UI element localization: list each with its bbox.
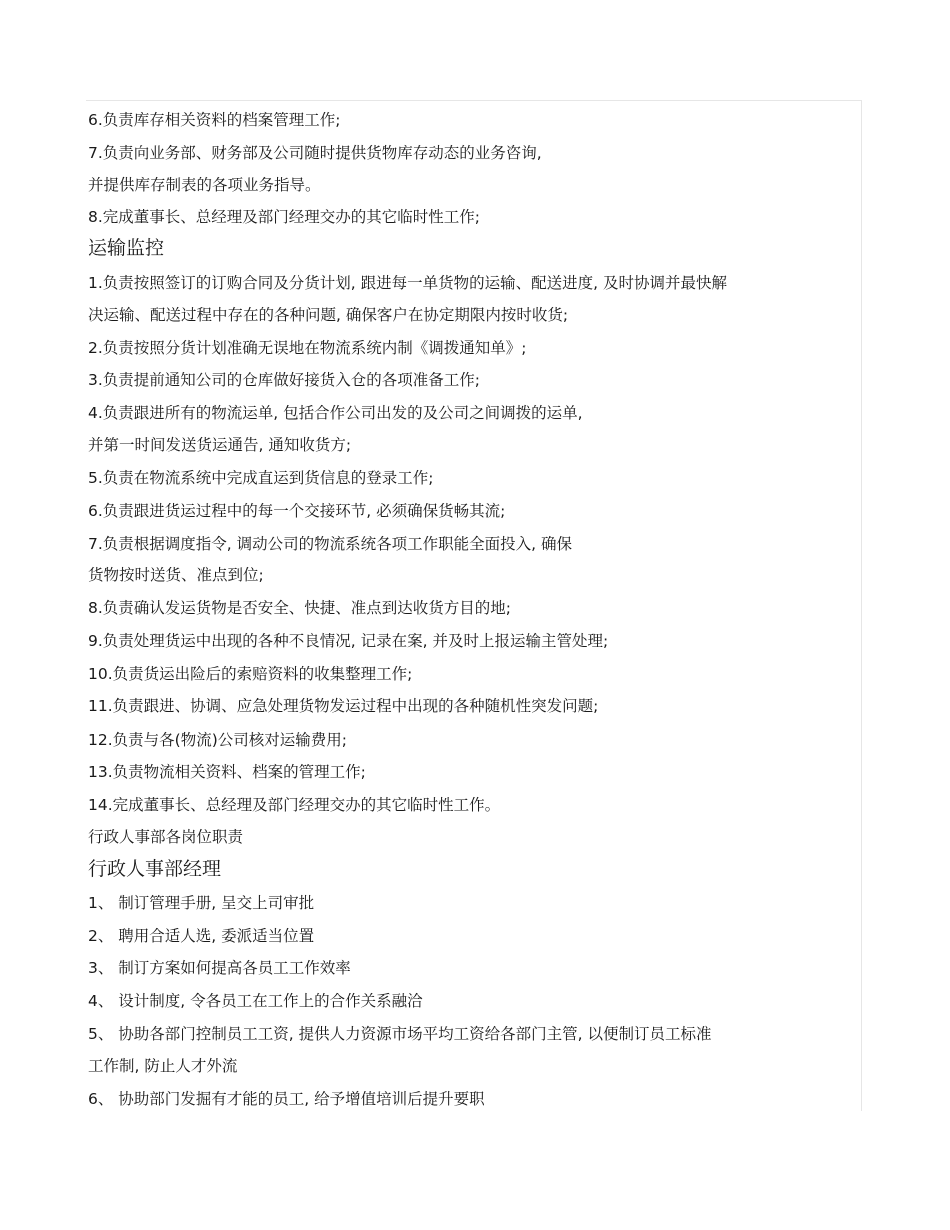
text-line: 并提供库存制表的各项业务指导。 [88, 176, 321, 194]
section-heading: 行政人事部经理 [88, 858, 222, 880]
list-item: 4、 设计制度, 令各员工在工作上的合作关系融洽 [88, 992, 423, 1010]
text-line: 5.负责在物流系统中完成直运到货信息的登录工作; [88, 469, 434, 487]
text-line: 8.负责确认发运货物是否安全、快捷、准点到达收货方目的地; [88, 599, 512, 617]
text-line: 13.负责物流相关资料、档案的管理工作; [88, 763, 366, 781]
list-item: 5、 协助各部门控制员工工资, 提供人力资源市场平均工资给各部门主管, 以便制订员工标准 [88, 1025, 712, 1043]
text-line: 8.完成董事长、总经理及部门经理交办的其它临时性工作; [88, 208, 481, 226]
list-item: 2、 聘用合适人选, 委派适当位置 [88, 927, 315, 945]
text-line: 2.负责按照分货计划准确无误地在物流系统内制《调拨通知单》; [88, 339, 527, 357]
text-line: 行政人事部各岗位职责 [88, 828, 244, 846]
text-line: 11.负责跟进、协调、应急处理货物发运过程中出现的各种随机性突发问题; [88, 697, 599, 715]
list-item: 3、 制订方案如何提高各员工工作效率 [88, 959, 351, 977]
text-line: 6.负责跟进货运过程中的每一个交接环节, 必须确保货畅其流; [88, 502, 506, 520]
text-line: 12.负责与各(物流)公司核对运输费用; [88, 731, 347, 749]
text-line: 货物按时送货、准点到位; [88, 566, 264, 584]
text-line: 14.完成董事长、总经理及部门经理交办的其它临时性工作。 [88, 796, 501, 814]
text-line: 决运输、配送过程中存在的各种问题, 确保客户在协定期限内按时收货; [88, 306, 569, 324]
list-item: 1、 制订管理手册, 呈交上司审批 [88, 894, 315, 912]
text-line: 4.负责跟进所有的物流运单, 包括合作公司出发的及公司之间调拨的运单, [88, 404, 583, 422]
section-heading: 运输监控 [88, 237, 165, 259]
text-line: 并第一时间发送货运通告, 通知收货方; [88, 436, 352, 454]
text-line: 9.负责处理货运中出现的各种不良情况, 记录在案, 并及时上报运输主管处理; [88, 632, 609, 650]
text-line: 10.负责货运出险后的索赔资料的收集整理工作; [88, 665, 413, 683]
text-line: 3.负责提前通知公司的仓库做好接货入仓的各项准备工作; [88, 371, 481, 389]
text-line: 6.负责库存相关资料的档案管理工作; [88, 111, 341, 129]
text-line: 7.负责向业务部、财务部及公司随时提供货物库存动态的业务咨询, [88, 144, 542, 162]
text-line: 7.负责根据调度指令, 调动公司的物流系统各项工作职能全面投入, 确保 [88, 535, 572, 553]
text-line: 1.负责按照签订的订购合同及分货计划, 跟进每一单货物的运输、配送进度, 及时协调并最快解 [88, 274, 727, 292]
list-item: 6、 协助部门发掘有才能的员工, 给予增值培训后提升要职 [88, 1090, 485, 1108]
text-line: 工作制, 防止人才外流 [88, 1057, 238, 1075]
